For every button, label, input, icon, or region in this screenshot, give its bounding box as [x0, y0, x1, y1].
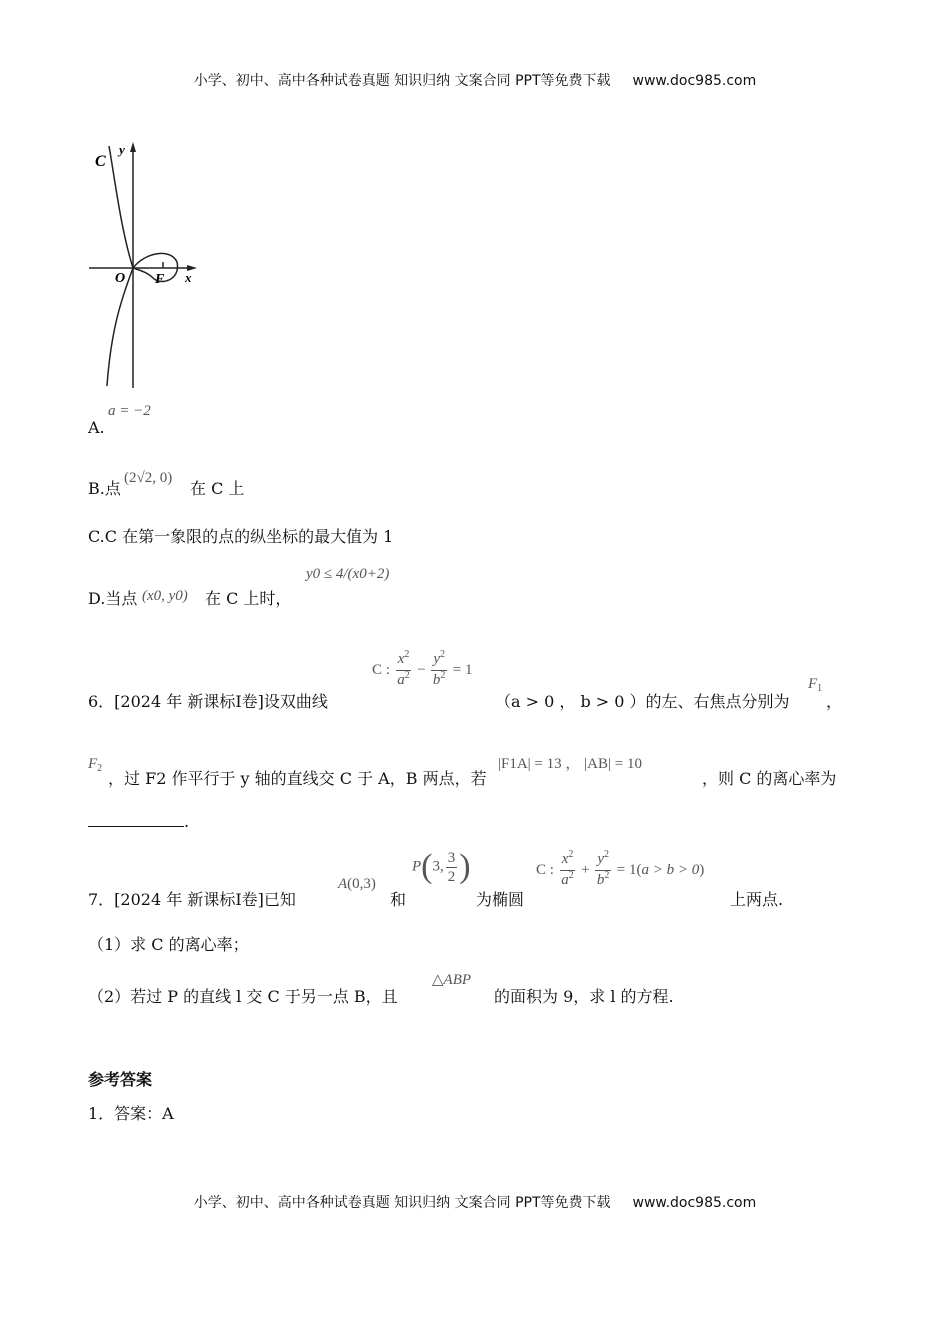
focus-label: F: [155, 272, 165, 287]
curve-graph: [85, 140, 205, 390]
option-d-math: (x0, y0): [142, 588, 188, 604]
page-header: [0, 70, 950, 90]
option-d-label: D.当点: [88, 589, 138, 608]
q7-stem: 7．[2024 年 新课标Ⅰ卷]已知: [88, 890, 296, 909]
option-b-tail: 在 C 上: [190, 479, 245, 498]
origin-label: O: [115, 271, 126, 286]
q6-line2: ，过 F2 作平行于 y 轴的直线交 C 于 A，B 两点，若: [108, 769, 487, 788]
q7-ellipse-eq: C : $\frac{x^2}{a^2}$ + $\frac{y^2}{b^2}$ = 1(a > b > 0): [536, 849, 705, 888]
q7-and: 和: [390, 890, 407, 909]
option-c-label: C.: [88, 527, 105, 546]
option-d-inequality: y0 ≤ 4/(x0+2): [306, 566, 390, 582]
header-text: 小学、初中、高中各种试卷真题 知识归纳 文案合同 PPT等免费下载: [193, 73, 611, 89]
y-axis-arrow: [130, 142, 136, 152]
q7-part2-a: （2）若过 P 的直线 l 交 C 于另一点 B，且: [88, 987, 398, 1006]
y-axis-label: y: [119, 142, 125, 157]
q6-end: .: [184, 812, 190, 831]
x-axis-label: x: [185, 270, 192, 285]
option-a-label: A.: [88, 418, 105, 437]
q6-condition2: |F1A| = 13 ， |AB| = 10: [498, 756, 642, 772]
q6-answer-line: [88, 812, 189, 832]
q6-F1: $F_1$: [808, 676, 823, 694]
q6-tail: ，则 C 的离心率为: [702, 769, 837, 788]
q6-hyperbola-eq: C : $\frac{x^2}{a^2}$ − $\frac{y^2}{b^2}$ = 1: [372, 649, 473, 688]
curve-label: C: [95, 153, 106, 170]
q6-F2: $F_2$: [88, 756, 103, 774]
q7-point-P: P(3, $\frac{3}{2}$ ): [412, 848, 471, 885]
answer-1: 1．答案：A: [88, 1104, 174, 1123]
option-c-text: C 在第一象限的点的纵坐标的最大值为 1: [104, 527, 394, 546]
answers-title: 参考答案: [88, 1070, 153, 1089]
q6-condition: （a > 0 ， b > 0 ）的左、右焦点分别为: [495, 692, 790, 711]
q7-part2-math: △ABP: [432, 972, 472, 988]
footer-text: 小学、初中、高中各种试卷真题 知识归纳 文案合同 PPT等免费下载: [193, 1195, 611, 1211]
q7-part2-b: 的面积为 9，求 l 的方程.: [494, 987, 674, 1006]
q7-part1: （1）求 C 的离心率；: [88, 935, 249, 954]
q6-blank[interactable]: [88, 812, 184, 827]
header-site: www.doc985.com: [632, 73, 757, 89]
page-footer: [0, 1192, 950, 1212]
option-b-math: (2√2, 0): [124, 470, 173, 486]
option-c: [88, 527, 393, 547]
q7-ellipse-word: 为椭圆: [476, 890, 525, 909]
option-a-math: a = −2: [108, 403, 151, 419]
q7-tail: 上两点.: [730, 890, 784, 909]
curve-upper-branch: [109, 146, 133, 268]
q6-stem: 6．[2024 年 新课标Ⅰ卷]设双曲线: [88, 692, 328, 711]
footer-site: www.doc985.com: [632, 1195, 757, 1211]
option-d-mid: 在 C 上时，: [205, 589, 292, 608]
q7-point-A: A(0,3): [338, 876, 376, 892]
option-b-label: B.点: [88, 479, 121, 498]
